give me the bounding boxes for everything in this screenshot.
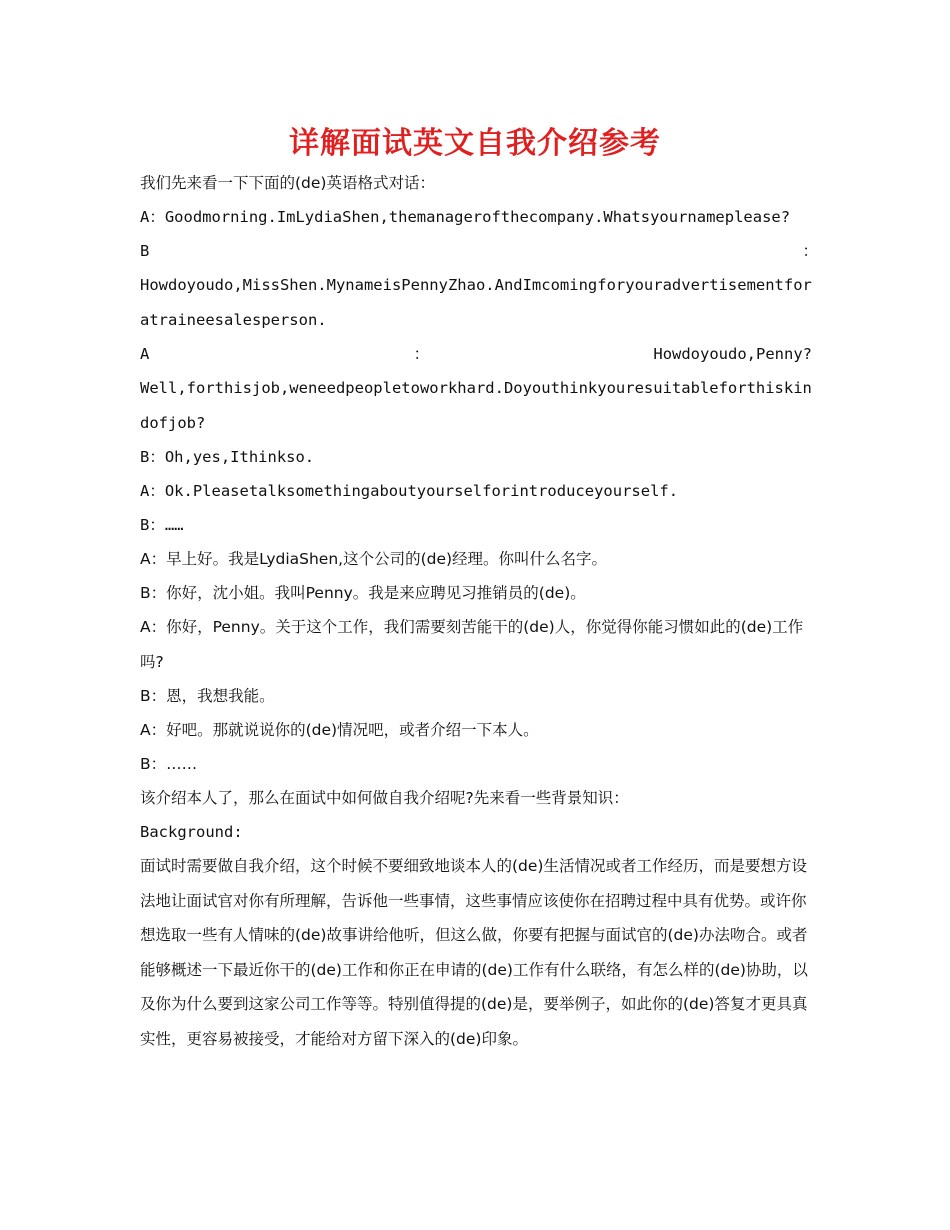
dialogue-zh-b1: B：你好，沈小姐。我叫Penny。我是来应聘见习推销员的(de)。	[140, 584, 586, 602]
dialogue-en-b2: B：Oh,yes,Ithinkso.	[140, 448, 315, 466]
dialogue-en-a3: A：Ok.Pleasetalksomethingaboutyourselforintroduceyourself.	[140, 482, 679, 500]
dialogue-zh-a1: A：早上好。我是LydiaShen,这个公司的(de)经理。你叫什么名字。	[140, 550, 608, 568]
dialogue-en-a2: Well,forthisjob,weneedpeopletoworkhard.Doyouthinkyouresuitableforthiskindofjob?	[140, 379, 812, 432]
document-body	[140, 166, 818, 1056]
dialogue-en-b3: B：……	[140, 516, 184, 534]
dialogue-en-a2-head-text: Howdoyoudo,Penny?	[653, 345, 812, 363]
intro-line: 我们先来看一下下面的(de)英语格式对话：	[140, 174, 435, 192]
dialogue-en-b1-head	[140, 234, 818, 268]
document-title: 详解面试英文自我介绍参考	[289, 126, 661, 161]
background-paragraph: 面试时需要做自我介绍，这个时候不要细致地谈本人的(de)生活情况或者工作经历，而是要想方设法地让面试官对你有所理解，告诉他一些事情，这些事情应该使你在招聘过程中具有优势。或许你想选取一些有人情味的(de)故事讲给他听，但这么做，你要有把握与面试官的(de)办法吻合。或者能够概述一下最近你干的(de)工作和你正在申请的(de)工作有什么联络，有怎么样的(de)协助，以及你为什么要到这家公司工作等等。特别值得提的(de)是，要举例子，如此你的(de)答复才更具真实性，更容易被接受，才能给对方留下深入的(de)印象。	[140, 857, 808, 1048]
dialogue-en-a1: A：Goodmorning.ImLydiaShen,themanagerofthecompany.Whatsyournameplease?	[140, 208, 791, 226]
dialogue-zh-a3: A：好吧。那就说说你的(de)情况吧，或者介绍一下本人。	[140, 721, 539, 739]
dialogue-en-a2-head	[140, 337, 812, 371]
speaker-a-colon: ：	[413, 345, 430, 363]
speaker-a-label: A	[140, 345, 150, 363]
dialogue-zh-b2: B：恩，我想我能。	[140, 687, 275, 705]
background-label: Background:	[140, 823, 243, 841]
transition-line: 该介绍本人了，那么在面试中如何做自我介绍呢?先来看一些背景知识：	[140, 789, 629, 807]
speaker-b-label: B	[140, 242, 150, 260]
dialogue-en-b1: Howdoyoudo,MissShen.MynameisPennyZhao.AndImcomingforyouradvertisementforatraineesalesperson.	[140, 276, 812, 329]
speaker-b-colon: ：	[802, 242, 818, 260]
dialogue-zh-a2: A：你好，Penny。关于这个工作，我们需要刻苦能干的(de)人，你觉得你能习惯如此的(de)工作吗?	[140, 618, 804, 671]
dialogue-zh-b3: B：……	[140, 755, 198, 773]
